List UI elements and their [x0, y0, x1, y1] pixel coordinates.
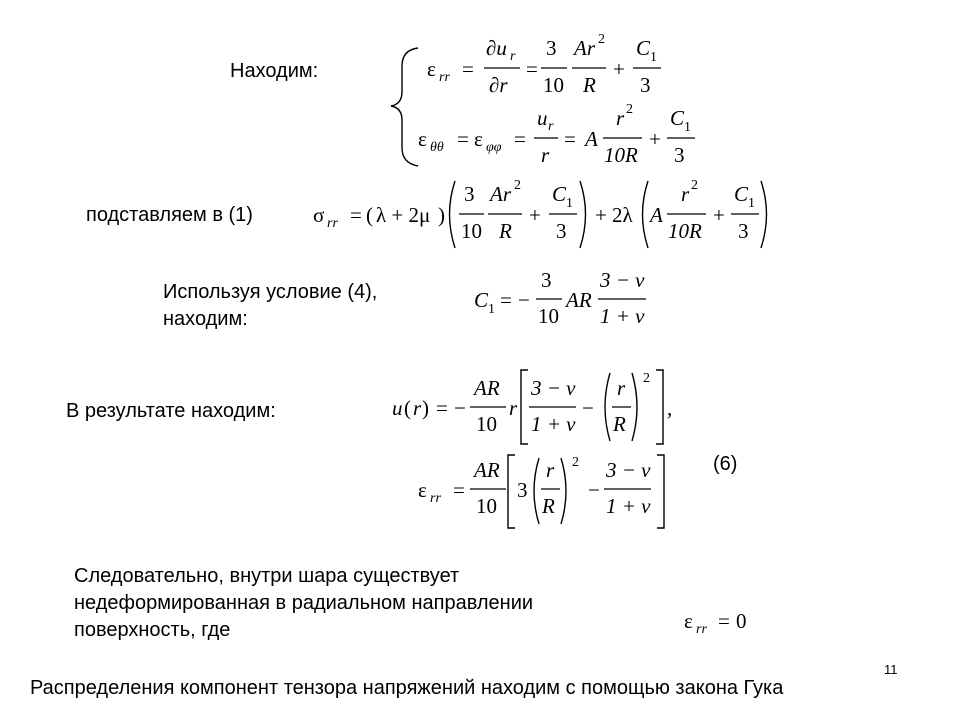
left-brace [391, 48, 418, 166]
svg-text:r: r [509, 396, 518, 420]
svg-text:=: = [718, 609, 730, 633]
svg-text:3: 3 [674, 143, 685, 167]
svg-text:=: = [514, 127, 526, 151]
svg-text:,: , [667, 396, 673, 420]
svg-text:3: 3 [541, 268, 552, 292]
sigma-rr-equation [313, 178, 767, 248]
svg-text:ε: ε [684, 609, 693, 633]
svg-text:3: 3 [546, 36, 557, 60]
svg-text:1 + ν: 1 + ν [600, 304, 645, 328]
svg-text:r: r [510, 49, 516, 64]
svg-text:φφ: φφ [486, 140, 502, 155]
svg-text:1 + ν: 1 + ν [606, 494, 651, 518]
svg-text:=: = [500, 288, 512, 312]
svg-text:(: ( [366, 203, 373, 227]
svg-text:Ar: Ar [490, 182, 511, 206]
svg-text:R: R [613, 412, 626, 436]
svg-text:3: 3 [640, 73, 651, 97]
svg-text:3 − ν: 3 − ν [606, 458, 651, 482]
svg-text:C: C [474, 288, 489, 312]
svg-text:2: 2 [691, 178, 698, 193]
c1-equation [474, 268, 646, 328]
label-ispolzuya-line2: находим: [163, 308, 248, 330]
svg-text:): ) [438, 203, 445, 227]
strain-system [391, 32, 695, 167]
svg-text:3: 3 [556, 219, 567, 243]
label-sledovatelno-line3: поверхность, где [74, 619, 231, 641]
svg-text:10: 10 [476, 494, 497, 518]
svg-text:r: r [413, 396, 422, 420]
svg-text:3: 3 [738, 219, 749, 243]
svg-text:1: 1 [684, 120, 691, 135]
svg-text:1 + ν: 1 + ν [531, 412, 576, 436]
svg-text:+: + [595, 203, 607, 227]
footer-text: Распределения компонент тензора напряжений находим с помощью закона Гука [30, 677, 784, 699]
svg-text:=: = [453, 478, 465, 502]
svg-text:rr: rr [439, 70, 450, 85]
label-podstavlyaem: подставляем в (1) [86, 204, 253, 226]
svg-text:1: 1 [650, 50, 657, 65]
svg-text:=: = [350, 203, 362, 227]
svg-text:10: 10 [538, 304, 559, 328]
svg-text:10: 10 [461, 219, 482, 243]
svg-text:=: = [436, 396, 448, 420]
svg-text:−: − [518, 288, 530, 312]
svg-text:−: − [454, 396, 466, 420]
svg-text:10: 10 [476, 412, 497, 436]
svg-text:θθ: θθ [430, 140, 444, 155]
svg-text:∂r: ∂r [489, 73, 508, 97]
svg-text:1: 1 [748, 196, 755, 211]
eps-rr-definition [427, 32, 661, 97]
svg-text:rr: rr [430, 491, 441, 506]
svg-text:2: 2 [598, 32, 605, 47]
svg-text:λ + 2μ: λ + 2μ [376, 203, 431, 227]
svg-text:=: = [526, 57, 538, 81]
svg-text:ε: ε [474, 127, 483, 151]
label-v-rezultate: В результате находим: [66, 400, 276, 422]
label-sledovatelno-line1: Следовательно, внутри шара существует [74, 565, 460, 587]
svg-text:C: C [636, 36, 651, 60]
svg-text:AR: AR [566, 288, 592, 312]
svg-text:rr: rr [327, 216, 338, 231]
svg-text:C: C [734, 182, 749, 206]
svg-text:3 − ν: 3 − ν [531, 376, 576, 400]
svg-text:C: C [552, 182, 567, 206]
svg-text:+: + [649, 127, 661, 151]
svg-text:A: A [650, 203, 663, 227]
svg-text:A: A [585, 127, 598, 151]
label-sledovatelno-line2: недеформированная в радиальном направлении [74, 592, 534, 614]
svg-text:=: = [457, 127, 469, 151]
svg-text:r: r [681, 182, 690, 206]
svg-text:r: r [617, 376, 626, 400]
svg-text:R: R [542, 494, 555, 518]
eps-theta-phi-definition [418, 102, 695, 167]
svg-text:rr: rr [696, 622, 707, 637]
svg-text:r: r [616, 106, 625, 130]
svg-text:3: 3 [464, 182, 475, 206]
svg-text:3 − ν: 3 − ν [600, 268, 645, 292]
svg-text:∂u: ∂u [486, 36, 507, 60]
svg-text:u: u [392, 396, 403, 420]
svg-text:): ) [422, 396, 429, 420]
svg-text:0: 0 [736, 609, 747, 633]
svg-text:+: + [613, 57, 625, 81]
label-nakhodim: Находим: [230, 60, 319, 82]
svg-text:=: = [462, 57, 474, 81]
svg-text:10: 10 [543, 73, 564, 97]
svg-text:(: ( [404, 396, 411, 420]
svg-text:2λ: 2λ [612, 203, 633, 227]
svg-text:ε: ε [418, 127, 427, 151]
svg-text:ε: ε [418, 478, 427, 502]
svg-text:=: = [564, 127, 576, 151]
displacement-equation [392, 370, 672, 444]
page-number: 11 [884, 662, 898, 677]
svg-text:−: − [588, 478, 600, 502]
svg-text:r: r [546, 458, 555, 482]
svg-text:2: 2 [572, 455, 579, 470]
svg-text:R: R [583, 73, 596, 97]
svg-text:1: 1 [566, 196, 573, 211]
svg-text:2: 2 [514, 178, 521, 193]
svg-text:AR: AR [474, 376, 500, 400]
svg-text:10R: 10R [604, 143, 638, 167]
svg-text:AR: AR [474, 458, 500, 482]
svg-text:+: + [713, 203, 725, 227]
svg-text:r: r [548, 119, 554, 134]
svg-text:u: u [537, 106, 548, 130]
svg-text:2: 2 [643, 371, 650, 386]
svg-text:r: r [541, 143, 550, 167]
svg-text:+: + [529, 203, 541, 227]
svg-text:Ar: Ar [574, 36, 595, 60]
svg-text:C: C [670, 106, 685, 130]
eps-rr-result-equation [418, 455, 664, 528]
equation-number: (6) [713, 453, 738, 475]
svg-text:R: R [499, 219, 512, 243]
svg-text:1: 1 [488, 302, 495, 317]
svg-text:σ: σ [313, 203, 325, 227]
svg-text:3: 3 [517, 478, 528, 502]
svg-text:2: 2 [626, 102, 633, 117]
svg-text:−: − [582, 396, 594, 420]
label-ispolzuya-line1: Используя условие (4), [163, 281, 378, 303]
eps-rr-zero-equation [684, 609, 747, 637]
svg-text:10R: 10R [668, 219, 702, 243]
svg-text:ε: ε [427, 57, 436, 81]
